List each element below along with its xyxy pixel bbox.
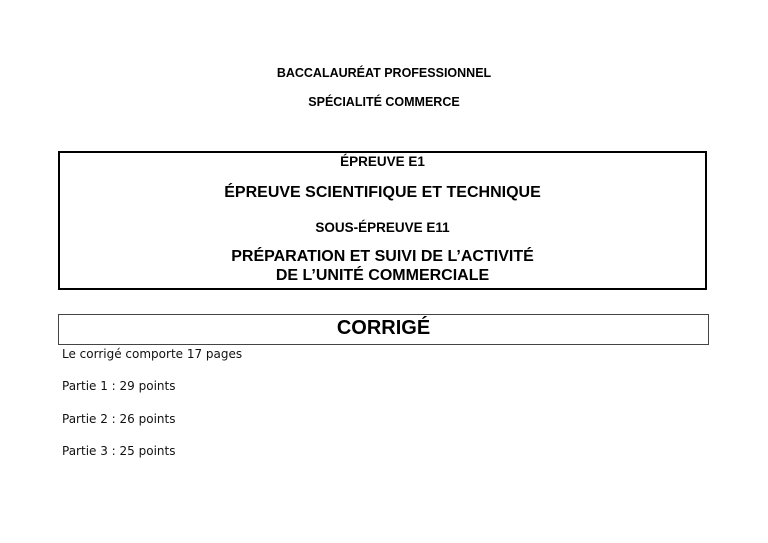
sous-epreuve-code: SOUS-ÉPREUVE E11 (315, 220, 450, 235)
exam-title: BACCALAURÉAT PROFESSIONNEL (276, 66, 492, 80)
sous-epreuve-name-line1: PRÉPARATION ET SUIVI DE L’ACTIVITÉ (231, 248, 534, 265)
part-points-3: Partie 3 : 25 points (62, 444, 176, 458)
epreuve-code: ÉPREUVE E1 (340, 154, 425, 169)
corrige-box (58, 314, 709, 345)
pages-note: Le corrigé comporte 17 pages (62, 347, 243, 361)
speciality-title: SPÉCIALITÉ COMMERCE (308, 95, 460, 109)
epreuve-box (58, 151, 707, 290)
sous-epreuve-name-line2: DE L’UNITÉ COMMERCIALE (275, 267, 490, 284)
corrige-title: CORRIGÉ (336, 317, 431, 339)
epreuve-name: ÉPREUVE SCIENTIFIQUE ET TECHNIQUE (224, 184, 541, 201)
part-points-2: Partie 2 : 26 points (62, 412, 176, 426)
part-points-1: Partie 1 : 29 points (62, 379, 176, 393)
